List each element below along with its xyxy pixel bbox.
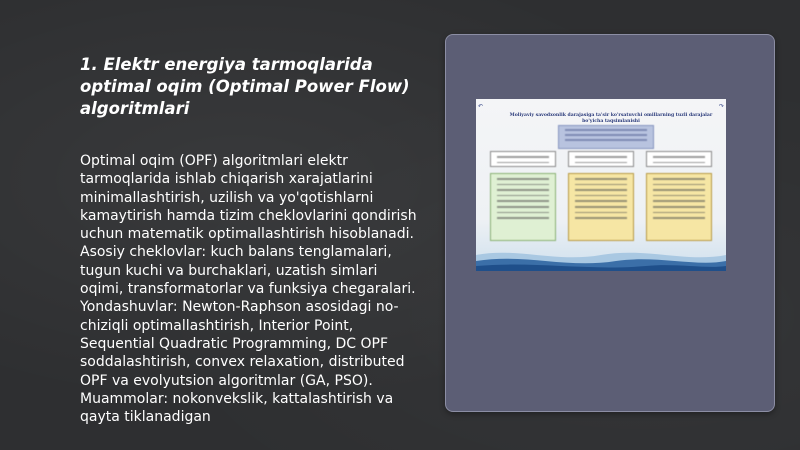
figure-column <box>568 151 634 241</box>
wave-decoration <box>476 245 726 271</box>
image-panel <box>445 34 775 412</box>
corner-arrow-icon: ↷ <box>718 103 724 110</box>
figure-column <box>646 151 712 241</box>
figure-caption: Moliyaviy savodxonlik darajasiga ta'sir ko'rsatuvchi omillarning tuzli darajalar bo'yicha taqsimlanishi <box>509 113 713 124</box>
figure-top-box <box>558 125 654 149</box>
slide-body-text: Optimal oqim (OPF) algoritmlari elektr tarmoqlarida ishlab chiqarish xarajatlarini minimallashtirish, uzilish va yo'qotishlarni kamaytirish hamda tizim cheklovlarini qondirish uchun matematik optimallashtirish hisoblanadi. Asosiy cheklovlar: kuch balans tenglamalari, tugun kuchi va burchaklari, uzatish simlari oqimi, transformatorlar va funksiya chegaralari. Yondashuvlar: Newton-Raphson asosidagi no-chiziqli optimallashtirish, Interior Point, Sequential Quadratic Programming, DC OPF soddalashtirish, convex relaxation, distributed OPF va evolyutsion algoritmlar (GA, PSO). Muammolar: nokonvekslik, kattalashtirish va qayta tiklanadigan <box>80 153 417 426</box>
figure-column <box>490 151 556 241</box>
diagram-figure <box>476 99 726 271</box>
corner-arrow-icon: ↶ <box>478 103 484 110</box>
slide-title: 1. Elektr energiya tarmoqlarida optimal oqim (Optimal Power Flow) algoritmlari <box>80 55 410 118</box>
